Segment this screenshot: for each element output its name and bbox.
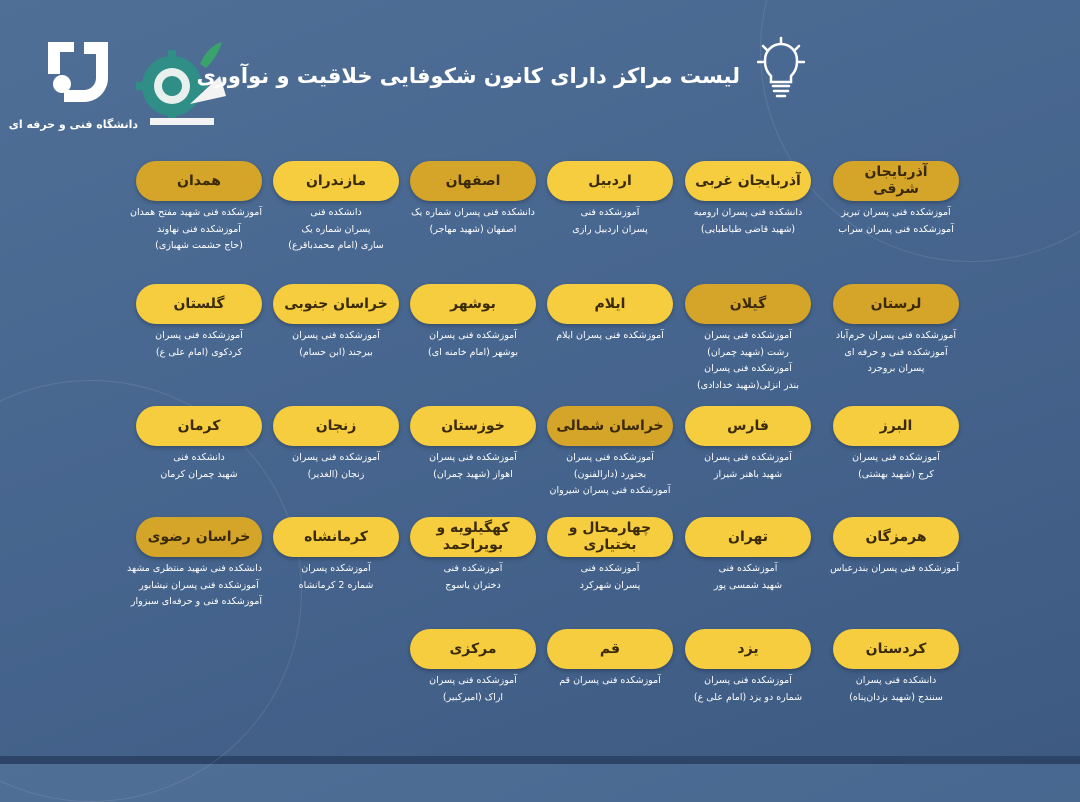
province-name-pill: زنجان <box>273 406 399 446</box>
center-list <box>547 563 673 592</box>
province-card <box>547 629 673 692</box>
province-card <box>130 161 262 257</box>
province-card <box>410 161 536 240</box>
center-line: آموزشکده فنی <box>443 563 503 574</box>
center-list <box>833 452 959 481</box>
province-card <box>685 406 811 485</box>
province-card <box>833 284 959 380</box>
center-line: آموزشکده فنی پسران ایلام <box>556 330 664 341</box>
center-list <box>830 563 959 576</box>
province-card <box>833 161 959 240</box>
province-card <box>685 284 811 396</box>
center-line: شماره دو یزد (امام علی ع) <box>693 691 803 703</box>
province-name-pill: خراسان شمالی <box>547 406 673 446</box>
province-name-pill: خراسان رضوی <box>136 517 262 557</box>
center-line: شهید باهنر شیراز <box>713 468 783 480</box>
center-line: آموزشکده فنی پسران <box>704 452 792 463</box>
center-line: دانشکده فنی پسران شماره یک <box>411 207 535 218</box>
province-name-pill: ایلام <box>547 284 673 324</box>
center-list <box>685 330 811 392</box>
center-line: آموزشکده فنی پسران شیروان <box>549 485 671 496</box>
center-line: آموزشکده فنی پسران نیشابور <box>139 579 259 591</box>
center-line: بوشهر (امام خامنه ای) <box>428 346 518 358</box>
center-list <box>273 207 399 253</box>
province-name-pill: لرستان <box>833 284 959 324</box>
center-list <box>410 563 536 592</box>
province-card <box>136 406 262 485</box>
center-line: آموزشکده فنی پسران تبریز <box>841 207 951 218</box>
university-name: دانشگاه فنی و حرفه ای <box>8 118 138 131</box>
center-line: اهواز (شهید چمران) <box>433 468 513 480</box>
province-name-pill: چهارمحال و بختیاری <box>547 517 673 557</box>
center-line: (شهید قاضی طباطبایی) <box>700 223 796 235</box>
center-line: آموزشکده فنی <box>580 563 640 574</box>
center-line: بجنورد (دارالفنون) <box>573 468 647 480</box>
province-card <box>547 161 673 240</box>
page-title: لیست مراکز دارای کانون شکوفایی خلاقیت و نوآوری <box>196 64 740 88</box>
province-name-pill: کرمان <box>136 406 262 446</box>
center-line: آموزشکده فنی پسران <box>429 675 517 686</box>
province-name-pill: کردستان <box>833 629 959 669</box>
center-list <box>685 563 811 592</box>
center-list <box>833 330 959 376</box>
center-line: کردکوی (امام علی ع) <box>155 346 243 358</box>
center-list <box>130 207 262 253</box>
center-line: رشت (شهید چمران) <box>707 346 789 358</box>
center-list <box>273 563 399 592</box>
province-name-pill: کرمانشاه <box>273 517 399 557</box>
center-line: آموزشکده فنی <box>580 207 640 218</box>
center-line: دانشکده فنی <box>173 452 225 463</box>
center-line: آموزشکده فنی پسران <box>704 363 792 374</box>
center-line: کرج (شهید بهشتی) <box>858 468 934 480</box>
center-line: آموزشکده فنی پسران <box>704 675 792 686</box>
lightbulb-icon <box>757 36 805 98</box>
province-card <box>136 284 262 363</box>
province-name-pill: البرز <box>833 406 959 446</box>
province-card <box>410 517 536 596</box>
center-list <box>685 207 811 236</box>
center-line: دختران یاسوج <box>445 579 501 591</box>
center-line: پسران بروجرد <box>867 363 925 374</box>
center-line: شهید شمسی پور <box>713 579 783 591</box>
center-line: شماره 2 کرمانشاه <box>298 579 374 591</box>
center-line: آموزشکده فنی شهید مفتح همدان <box>130 207 262 218</box>
center-line: اراک (امیرکبیر) <box>442 691 504 703</box>
province-card <box>410 406 536 485</box>
province-name-pill: اصفهان <box>410 161 536 201</box>
province-name-pill: خراسان جنوبی <box>273 284 399 324</box>
center-list <box>547 330 673 343</box>
center-list <box>410 675 536 704</box>
center-list <box>410 330 536 359</box>
center-list <box>273 452 399 481</box>
center-line: آموزشکده فنی پسران قم <box>559 675 661 686</box>
center-line: ساری (امام محمدباقرع) <box>288 240 384 251</box>
center-list <box>410 452 536 481</box>
center-list <box>833 207 959 236</box>
province-name-pill: گیلان <box>685 284 811 324</box>
center-line: دانشکده فنی <box>310 207 362 218</box>
center-line: دانشکده فنی شهید منتظری مشهد <box>126 563 262 574</box>
university-logo-icon <box>40 32 116 108</box>
center-list <box>685 675 811 704</box>
province-name-pill: تهران <box>685 517 811 557</box>
province-card <box>273 284 399 363</box>
center-line: پسران اردبیل رازی <box>572 223 648 235</box>
province-name-pill: بوشهر <box>410 284 536 324</box>
province-name-pill: اردبیل <box>547 161 673 201</box>
province-name-pill: خوزستان <box>410 406 536 446</box>
center-line: آموزشکده فنی پسران <box>852 452 940 463</box>
province-name-pill: قم <box>547 629 673 669</box>
center-line: آموزشکده فنی پسران <box>429 330 517 341</box>
center-line: آموزشکده فنی پسران <box>704 330 792 341</box>
center-line: دانشکده فنی پسران ارومیه <box>693 207 803 218</box>
center-list <box>685 452 811 481</box>
center-line: آموزشکده فنی پسران <box>292 330 380 341</box>
center-line: آموزشکده فنی پسران <box>292 452 380 463</box>
center-line: دانشکده فنی پسران <box>855 675 937 686</box>
center-line: آموزشکده پسران <box>301 563 371 574</box>
province-name-pill: کهگیلویه و بویراحمد <box>410 517 536 557</box>
center-line: بیرجند (ابن حسام) <box>299 346 373 358</box>
center-line: آموزشکده فنی پسران <box>429 452 517 463</box>
province-card <box>410 284 536 363</box>
center-list <box>833 675 959 704</box>
center-line: آموزشکده فنی پسران سراب <box>838 223 954 235</box>
province-card <box>685 161 811 240</box>
center-line: آموزشکده فنی پسران <box>155 330 243 341</box>
center-list <box>136 330 262 359</box>
center-line: سنندج (شهید بزدان‌پناه) <box>849 691 943 703</box>
province-card <box>685 517 811 596</box>
province-card <box>410 629 536 708</box>
province-name-pill: مرکزی <box>410 629 536 669</box>
center-line: آموزشکده فنی پسران <box>566 452 654 463</box>
center-list <box>410 207 536 236</box>
province-name-pill: فارس <box>685 406 811 446</box>
province-card <box>547 517 673 596</box>
province-name-pill: یزد <box>685 629 811 669</box>
province-card <box>273 161 399 257</box>
center-line: زنجان (الغدیر) <box>307 468 365 480</box>
center-line: اصفهان (شهید مهاجر) <box>429 223 517 235</box>
center-list <box>547 675 673 688</box>
center-line: پسران شماره یک <box>301 223 371 235</box>
center-list <box>126 563 262 609</box>
province-card <box>547 406 673 502</box>
province-card <box>833 629 959 708</box>
province-name-pill: مازندران <box>273 161 399 201</box>
province-card <box>830 517 959 580</box>
center-line: (حاج حشمت شهبازی) <box>155 240 243 251</box>
center-line: آموزشکده فنی پسران بندرعباس <box>830 563 959 574</box>
center-line: آموزشکده فنی نهاوند <box>157 223 241 235</box>
center-list <box>547 207 673 236</box>
province-name-pill: گلستان <box>136 284 262 324</box>
center-line: آموزشکده فنی <box>718 563 778 574</box>
province-name-pill: آذربایجان غربی <box>685 161 811 201</box>
province-card <box>273 406 399 485</box>
center-list <box>547 452 673 498</box>
center-list <box>273 330 399 359</box>
province-card <box>547 284 673 347</box>
province-card <box>273 517 399 596</box>
province-card <box>685 629 811 708</box>
center-line: آموزشکده فنی و حرفه‌ای سبزوار <box>130 596 262 607</box>
province-name-pill: همدان <box>136 161 262 201</box>
center-line: آموزشکده فنی و حرفه ای <box>844 346 948 358</box>
center-list <box>136 452 262 481</box>
header <box>0 0 1080 150</box>
center-line: شهید چمران کرمان <box>160 468 238 480</box>
center-line: پسران شهرکرد <box>579 579 641 591</box>
province-name-pill: هرمزگان <box>833 517 959 557</box>
province-name-pill: آذربایجان شرقی <box>833 161 959 201</box>
province-card <box>126 517 262 613</box>
center-line: آموزشکده فنی پسران خرم‌آباد <box>835 330 957 341</box>
center-line: بندر انزلی(شهید خدادادی) <box>696 379 800 391</box>
province-card <box>833 406 959 485</box>
